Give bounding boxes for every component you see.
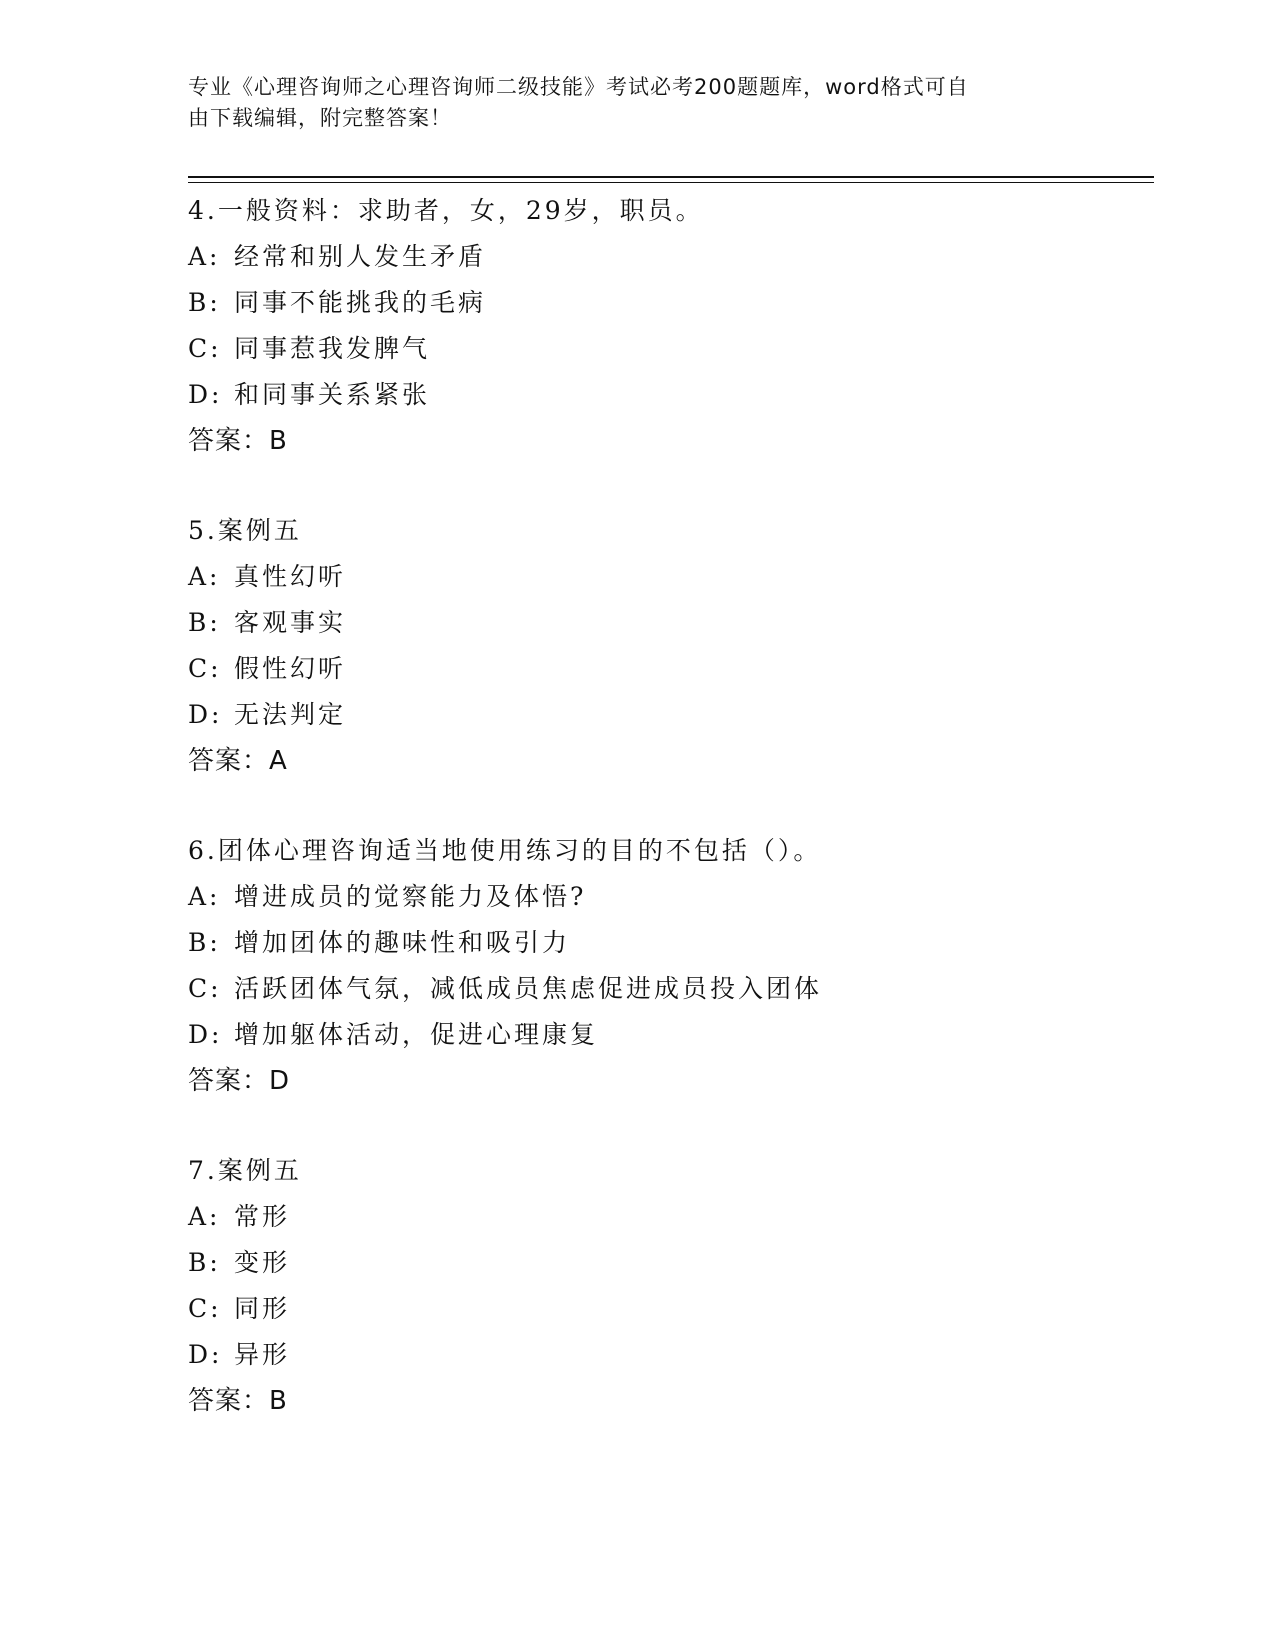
option-letter: C: — [188, 334, 222, 363]
header-divider-thin — [188, 182, 1154, 183]
option-letter: D: — [188, 700, 223, 729]
option-b — [188, 1240, 1148, 1286]
option-text: 同形 — [234, 1294, 291, 1323]
option-b — [188, 920, 1148, 966]
option-b — [188, 280, 1148, 326]
option-letter: A: — [188, 882, 221, 911]
option-letter: B: — [188, 1248, 221, 1277]
answer-line: 答案：B — [188, 1386, 288, 1416]
option-letter: B: — [188, 928, 221, 957]
option-text: 假性幻听 — [234, 654, 347, 683]
answer-line: 答案：B — [188, 426, 288, 456]
option-text: 真性幻听 — [234, 562, 347, 591]
option-letter: A: — [188, 1202, 221, 1231]
option-d — [188, 1012, 1148, 1058]
question-spacer — [188, 1104, 1148, 1148]
header-line-2: 由下载编辑，附完整答案！ — [188, 106, 452, 130]
answer-line: 答案：D — [188, 1066, 291, 1096]
option-letter: D: — [188, 1020, 223, 1049]
option-text: 经常和别人发生矛盾 — [234, 242, 487, 271]
option-text: 异形 — [234, 1340, 291, 1369]
question-spacer — [188, 464, 1148, 508]
question-7 — [188, 1148, 1148, 1424]
option-text: 同事惹我发脾气 — [234, 334, 431, 363]
option-c — [188, 1286, 1148, 1332]
option-a — [188, 874, 1148, 920]
option-c — [188, 966, 1148, 1012]
option-d — [188, 372, 1148, 418]
header-line-1: 专业《心理咨询师之心理咨询师二级技能》考试必考200题题库，word格式可自 — [188, 75, 969, 99]
question-5 — [188, 508, 1148, 784]
option-a — [188, 1194, 1148, 1240]
option-text: 增加躯体活动，促进心理康复 — [234, 1020, 599, 1049]
option-letter: C: — [188, 1294, 222, 1323]
question-stem: 4.一般资料：求助者，女，29岁，职员。 — [188, 196, 704, 225]
option-letter: C: — [188, 974, 222, 1003]
option-letter: C: — [188, 654, 222, 683]
option-text: 同事不能挑我的毛病 — [234, 288, 487, 317]
option-text: 无法判定 — [234, 700, 347, 729]
option-text: 客观事实 — [234, 608, 347, 637]
option-a — [188, 554, 1148, 600]
option-letter: D: — [188, 1340, 223, 1369]
header-divider-thick — [188, 176, 1154, 178]
option-letter: A: — [188, 242, 221, 271]
option-d — [188, 692, 1148, 738]
question-6 — [188, 828, 1148, 1104]
answer-line: 答案：A — [188, 746, 288, 776]
question-spacer — [188, 784, 1148, 828]
document-header — [188, 72, 1068, 134]
option-d — [188, 1332, 1148, 1378]
option-text: 增进成员的觉察能力及体悟? — [234, 882, 587, 911]
option-letter: B: — [188, 608, 221, 637]
question-4 — [188, 188, 1148, 464]
option-letter: B: — [188, 288, 221, 317]
option-text: 常形 — [234, 1202, 291, 1231]
option-letter: D: — [188, 380, 223, 409]
option-text: 和同事关系紧张 — [234, 380, 431, 409]
option-c — [188, 326, 1148, 372]
option-text: 增加团体的趣味性和吸引力 — [234, 928, 571, 957]
question-stem: 5.案例五 — [188, 516, 302, 545]
question-list — [188, 188, 1148, 1424]
option-a — [188, 234, 1148, 280]
option-letter: A: — [188, 562, 221, 591]
option-text: 活跃团体气氛，减低成员焦虑促进成员投入团体 — [234, 974, 823, 1003]
option-b — [188, 600, 1148, 646]
option-c — [188, 646, 1148, 692]
question-stem: 6.团体心理咨询适当地使用练习的目的不包括（）。 — [188, 836, 822, 865]
question-stem: 7.案例五 — [188, 1156, 302, 1185]
option-text: 变形 — [234, 1248, 291, 1277]
